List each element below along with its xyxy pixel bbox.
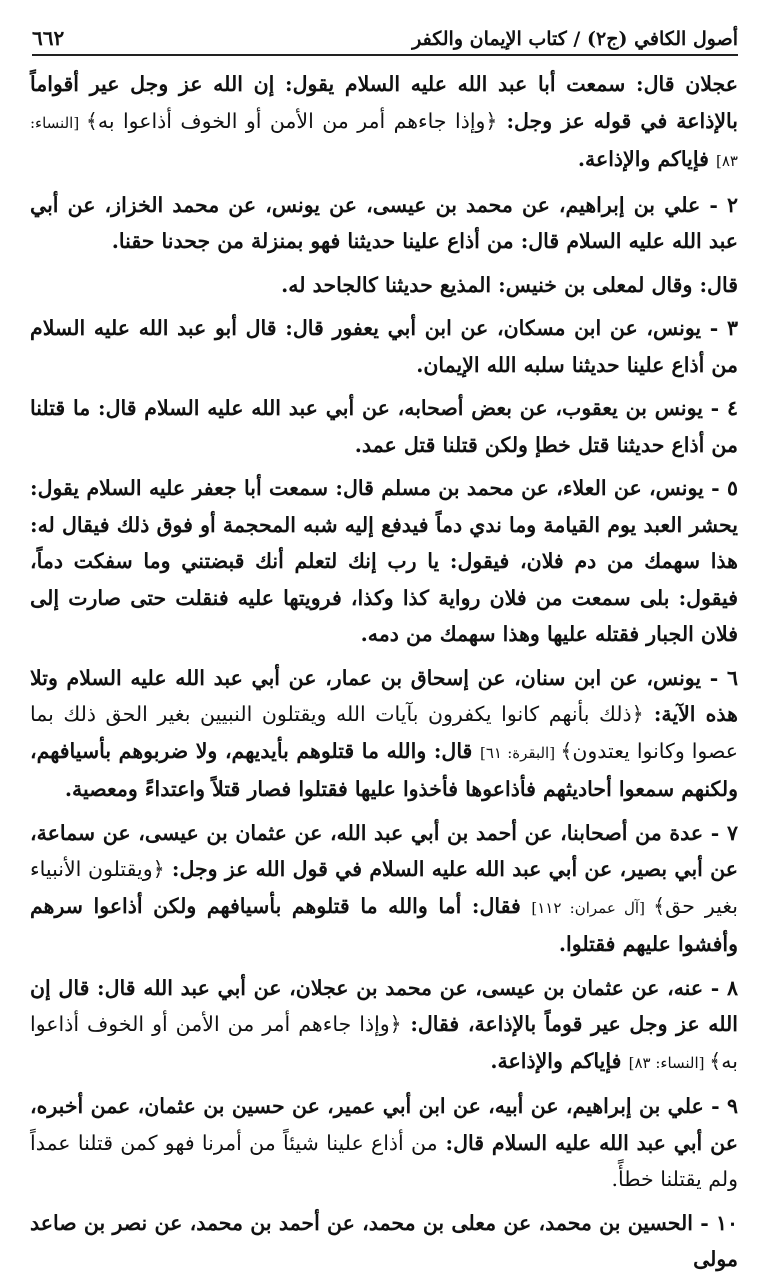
- hadith-paragraph: [30, 310, 738, 383]
- text-segment: ٨ - عنه، عن عثمان بن عيسى، عن محمد بن عجلان، عن أبي عبد الله قال: قال إن الله عز وجل عير قوماً بالإذاعة، فقال:: [30, 975, 738, 1036]
- hadith-paragraph: [30, 267, 738, 304]
- running-title: أصول الكافي (ج٢) / كتاب الإيمان والكفر: [412, 28, 738, 50]
- quoted-text: ﴿وإذا جاءهم أمر من الأمن أو الخوف أذاعوا به﴾: [85, 108, 498, 133]
- text-segment: فإياكم والإذاعة.: [577, 147, 717, 171]
- hadith-paragraph: [30, 1088, 738, 1198]
- text-segment: ٣ - يونس، عن ابن مسكان، عن ابن أبي يعفور قال: قال أبو عبد الله عليه السلام من أذاع علينا حديثنا سلبه الله الإيمان.: [30, 316, 738, 377]
- text-segment: ٧ - عدة من أصحابنا، عن أحمد بن أبي عبد الله، عن عثمان بن عيسى، عن سماعة، عن أبي بصير، عن أبي عبد الله عليه السلام في قول الله عز وجل:: [30, 820, 738, 881]
- text-segment: ٤ - يونس بن يعقوب، عن بعض أصحابه، عن أبي عبد الله عليه السلام قال: ما قتلنا من أذاع حديثنا قتل خطإ ولكن قتلنا قتل عمد.: [30, 396, 738, 457]
- text-segment: ٢ - علي بن إبراهيم، عن محمد بن عيسى، عن يونس، عن محمد الخزاز، عن أبي عبد الله عليه السلام قال: من أذاع علينا حديثنا فهو بمنزلة من جحدنا حقنا.: [30, 192, 738, 253]
- page-body: [30, 66, 739, 1271]
- hadith-paragraph: [30, 660, 738, 808]
- text-segment: فإياكم والإذاعة.: [490, 1048, 629, 1073]
- hadith-paragraph: [30, 187, 738, 260]
- quoted-text: من أذاع علينا شيئاً من أمرنا فهو كمن قتلنا عمداً ولم يقتلنا خطأً.: [30, 1130, 738, 1191]
- running-header: [32, 20, 738, 56]
- text-segment: ٥ - يونس، عن العلاء، عن محمد بن مسلم قال: سمعت أبا جعفر عليه السلام يقول: يحشر العبد يوم القيامة وما ندي دماً فيدفع إليه شبه المحجمة أو فوق ذلك فيقال له: هذا سهمك من دم فلان، فيقول: يا رب إنك لتعلم أنك قبضتني وما سفكت دماً، فيقول: بلى سمعت من فلان رواية كذا وكذا، فرويتها عليه فنقلت حتى صارت إلى فلان الجبار فقتله عليها وهذا سهمك من دمه.: [30, 476, 738, 646]
- hadith-paragraph: [30, 66, 738, 180]
- page-number: ٦٦٢: [32, 26, 65, 50]
- text-segment: قال: وقال لمعلى بن خنيس: المذيع حديثنا كالجاحد له.: [281, 272, 738, 297]
- hadith-paragraph: [30, 815, 738, 963]
- text-segment: فقال: أما والله ما قتلوهم بأسيافهم ولكن أذاعوا سرهم وأفشوا عليهم فقتلوا.: [30, 893, 738, 956]
- hadith-paragraph: [30, 390, 738, 463]
- text-segment: ٦ - يونس، عن ابن سنان، عن إسحاق بن عمار، عن أبي عبد الله عليه السلام وتلا هذه الآية:: [30, 665, 738, 726]
- quoted-text: ﴿وإذا جاءهم أمر من الأمن أو الخوف أذاعوا به﴾: [30, 1012, 738, 1073]
- text-segment: عجلان قال: سمعت أبا عبد الله عليه السلام يقول: إن الله عز وجل عير أقواماً بالإذاعة في قوله عز وجل:: [30, 72, 738, 133]
- citation: [النساء: ٨٣]: [628, 1053, 710, 1072]
- citation: [النساء: ٨٣]: [30, 113, 738, 170]
- citation: [آل عمران: ١١٢]: [531, 898, 654, 917]
- quoted-text: ﴿ذلك بأنهم كانوا يكفرون بآيات الله ويقتلون النبيين بغير الحق ذلك بما عصوا وكانوا يعتدون﴾: [30, 702, 738, 763]
- text-segment: ٩ - علي بن إبراهيم، عن أبيه، عن ابن أبي عمير، عن حسين بن عثمان، عمن أخبره، عن أبي عبد الله عليه السلام قال:: [30, 1094, 738, 1155]
- hadith-paragraph: [30, 470, 738, 653]
- hadith-paragraph: [30, 970, 738, 1082]
- text-segment: ١٠ - الحسين بن محمد، عن معلى بن محمد، عن أحمد بن محمد، عن نصر بن صاعد مولى: [30, 1210, 738, 1271]
- hadith-paragraph: [30, 1205, 738, 1278]
- quoted-text: ﴿ويقتلون الأنبياء بغير حق﴾: [30, 857, 739, 918]
- citation: [البقرة: ٦١]: [479, 743, 561, 762]
- text-segment: قال: والله ما قتلوهم بأيديهم، ولا ضربوهم بأسيافهم، ولكنهم سمعوا أحاديثهم فأذاعوها فأخذوا عليها فقتلوا فصار قتلاً واعتداءً ومعصية.: [30, 738, 738, 801]
